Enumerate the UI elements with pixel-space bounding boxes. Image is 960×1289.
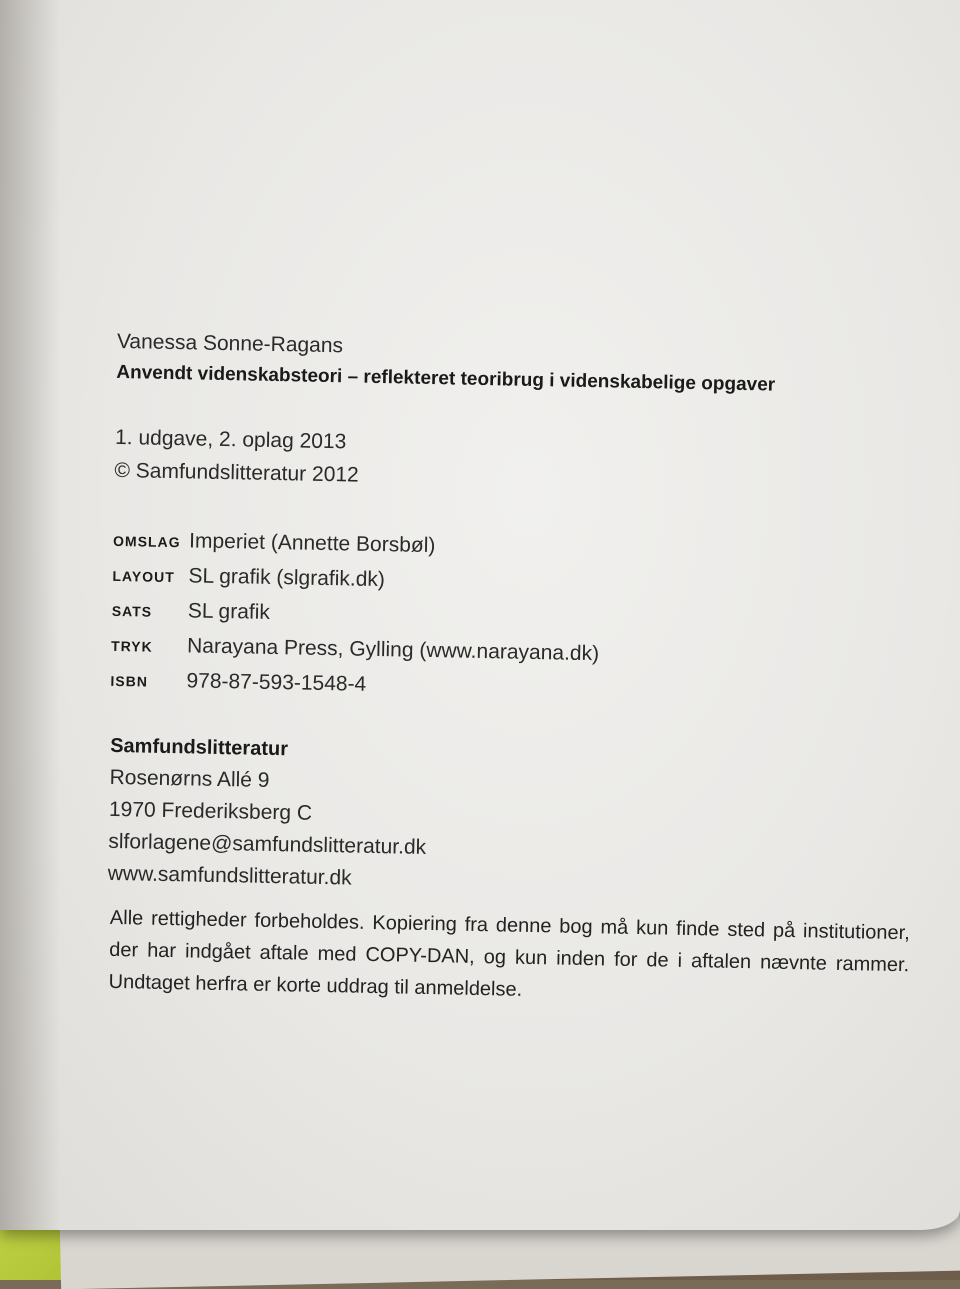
credit-value-print: Narayana Press, Gylling (www.narayana.dk) — [186, 634, 600, 666]
credit-value-cover: Imperiet (Annette Borsbøl) — [188, 529, 436, 558]
publisher-name: Samfundslitteratur — [109, 734, 289, 761]
copyright-line: © Samfundslitteratur 2012 — [114, 458, 359, 487]
publisher-website: www.samfundslitteratur.dk — [107, 861, 352, 890]
credit-value-layout: SL grafik (slgrafik.dk) — [188, 564, 386, 592]
credit-value-isbn: 978-87-593-1548-4 — [186, 669, 367, 696]
credit-label-typesetting: SATS — [111, 602, 153, 620]
publisher-email: slforlagene@samfundslitteratur.dk — [108, 829, 427, 859]
edition-info: 1. udgave, 2. oplag 2013 — [114, 425, 347, 454]
book-title: Anvendt videnskabsteori – reflekteret teoribrug i videnskabelige opgaver — [116, 361, 776, 396]
credit-label-cover: OMSLAG — [112, 532, 181, 551]
credit-label-print: TRYK — [110, 637, 153, 655]
publisher-street: Rosenørns Allé 9 — [109, 765, 270, 792]
publisher-city: 1970 Frederiksberg C — [108, 797, 313, 825]
credit-label-layout: LAYOUT — [112, 567, 175, 586]
credit-label-isbn: ISBN — [110, 672, 149, 690]
rights-notice: Alle rettigheder forbeholdes. Kopiering fra denne bog må kun finde sted på institutioner, der har indgået aftale med COPY-DAN, og kun inden for de i aftalen nævnte rammer. Undtaget herfra er korte uddrag til anmeldelse. — [108, 906, 910, 1001]
credit-value-typesetting: SL grafik — [187, 599, 271, 624]
author-name: Vanessa Sonne-Ragans — [116, 329, 344, 358]
